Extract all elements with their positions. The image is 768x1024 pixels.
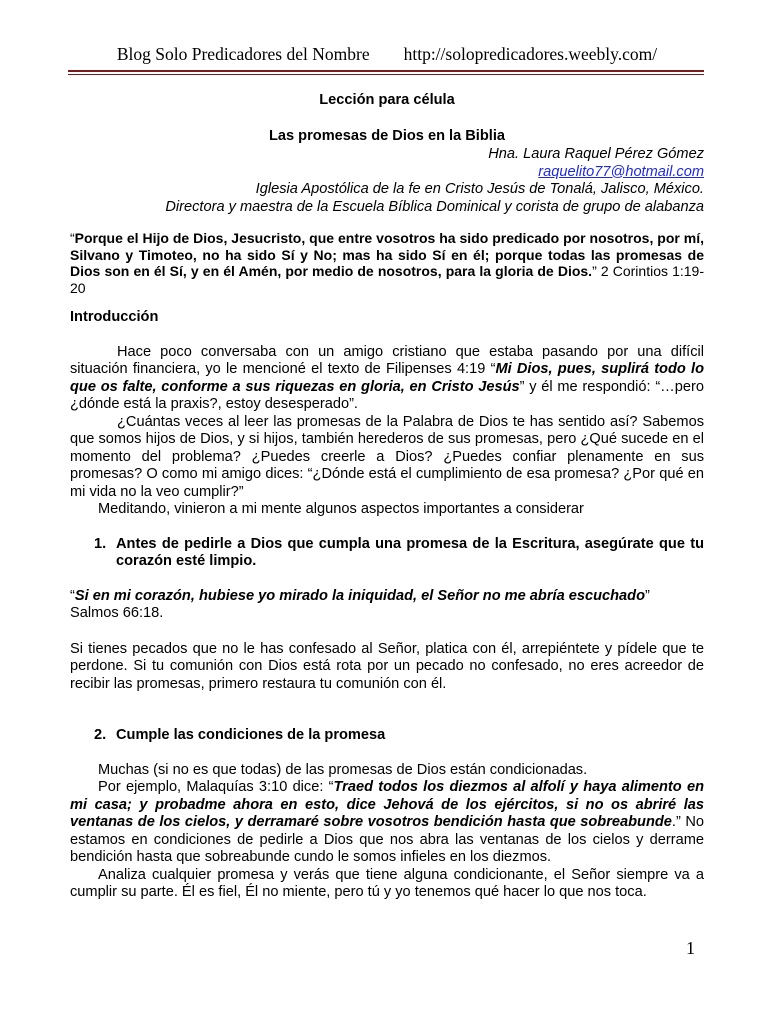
point-1-number: 1. bbox=[94, 535, 107, 552]
point-2-paragraph-3: Analiza cualquier promesa y verás que tiene alguna condicionante, el Señor siempre va a cumplir su parte. Él es fiel, Él no miente, pero tú y yo tenemos qué hacer lo que nos toca. bbox=[70, 866, 704, 900]
point-1-heading bbox=[70, 536, 704, 571]
intro-p1-text-a: Hace poco conversaba con un amigo cristiano que estaba pasando por una difícil situación financiera, yo le mencioné el texto de Filipenses 4:19 “ bbox=[70, 343, 704, 377]
intro-paragraph-3: Meditando, vinieron a mi mente algunos aspectos importantes a considerar bbox=[98, 501, 584, 517]
point-2-p2-text-c: .” No estamos en condiciones de pedirle a Dios que nos abra las ventanas de los cielos y derrame bendición hasta que sobreabunde cundo le somos infieles en los diezmos. bbox=[70, 814, 705, 865]
point-2-p2-scripture: Traed todos los diezmos al alfolí y haya alimento en mi casa; y probadme ahora en esto, dice Jehová de los ejércitos, si no os abriré las ventanas de los cielos, y derramaré sobre vosotros bendición hasta que sobreabunde bbox=[70, 779, 704, 830]
author-email[interactable]: raquelito77@hotmail.com bbox=[538, 163, 704, 180]
point-2-p2-text-a: Por ejemplo, Malaquías 3:10 dice: “ bbox=[98, 779, 334, 795]
point-2-paragraph-2 bbox=[70, 779, 704, 867]
epigraph-close-quote: ” bbox=[592, 263, 597, 279]
author-role: Directora y maestra de la Escuela Bíblica Dominical y corista de grupo de alabanza bbox=[165, 198, 704, 215]
point-1-heading-text: Antes de pedirle a Dios que cumpla una promesa de la Escritura, asegúrate que tu corazón esté limpio. bbox=[116, 535, 704, 569]
page-header bbox=[70, 44, 704, 65]
point-2-heading bbox=[70, 727, 704, 745]
page-number: 1 bbox=[686, 938, 695, 958]
point-1-body: Si tienes pecados que no le has confesado al Señor, platica con él, arrepiéntete y pídele que te perdone. Si tu comunión con Dios está rota por un pecado no confesado, no eres acreedor de recibir las promesas, primero restaura tu comunión con él. bbox=[70, 640, 704, 692]
header-rule-thick bbox=[68, 70, 704, 72]
epigraph-text: Porque el Hijo de Dios, Jesucristo, que entre vosotros ha sido predicado por nosotros, por mí, Silvano y Timoteo, no ha sido Sí y No; mas ha sido Sí en él; porque todas las promesas de Dios son en él Sí, y en él Amén, por medio de nosotros, para la gloria de Dios. bbox=[70, 230, 704, 279]
intro-heading: Introducción bbox=[70, 309, 159, 325]
epigraph-reference: 2 Corintios 1:19-20 bbox=[70, 263, 704, 296]
intro-p1-text-c: ” y él me respondió: “…pero ¿dónde está la praxis?, estoy desesperado”. bbox=[70, 378, 704, 412]
intro-p1-scripture: Mi Dios, pues, suplirá todo lo que os falte, conforme a sus riquezas en gloria, en Cristo Jesús bbox=[70, 361, 704, 395]
point-1-quote-text: Si en mi corazón, hubiese yo mirado la iniquidad, el Señor no me abría escuchado bbox=[74, 587, 645, 604]
point-1-quote bbox=[70, 588, 704, 606]
point-1-quote-reference: Salmos 66:18. bbox=[70, 605, 164, 621]
church-name: Iglesia Apostólica de la fe en Cristo Jesús de Tonalá, Jalisco, México. bbox=[255, 181, 704, 197]
epigraph-open-quote: “ bbox=[70, 230, 75, 246]
intro-paragraph-2: ¿Cuántas veces al leer las promesas de la Palabra de Dios te has sentido así? Sabemos que somos hijos de Dios, y si hijos, también herederos de sus promesas, pero ¿Qué sucede en el momento del problema? ¿Puedes creerle a Dios? ¿Puedes confiar plenamente en sus promesas? O como mi amigo dices: “¿Dónde está el cumplimiento de esa promesa? ¿Por qué en mi vida no la veo cumplir?” bbox=[70, 413, 704, 500]
document-title: Las promesas de Dios en la Biblia bbox=[268, 127, 505, 144]
point-2-paragraph-1: Muchas (si no es que todas) de las promesas de Dios están condicionadas. bbox=[98, 761, 588, 778]
point-1-quote-close: ” bbox=[644, 587, 650, 604]
intro-paragraph-1 bbox=[70, 344, 704, 414]
point-2-heading-text: Cumple las condiciones de la promesa bbox=[116, 727, 386, 743]
epigraph bbox=[70, 230, 704, 296]
point-2-number: 2. bbox=[94, 727, 107, 743]
point-1-quote-open: “ bbox=[70, 587, 75, 604]
blog-url[interactable]: http://solopredicadores.weebly.com/ bbox=[403, 44, 658, 64]
header-rule-thin bbox=[68, 74, 704, 75]
blog-name: Blog Solo Predicadores del Nombre bbox=[116, 44, 370, 64]
author-email-line bbox=[70, 164, 704, 182]
document-body bbox=[70, 92, 704, 902]
lesson-type: Lección para célula bbox=[319, 92, 455, 108]
author-name: Hna. Laura Raquel Pérez Gómez bbox=[488, 146, 704, 162]
